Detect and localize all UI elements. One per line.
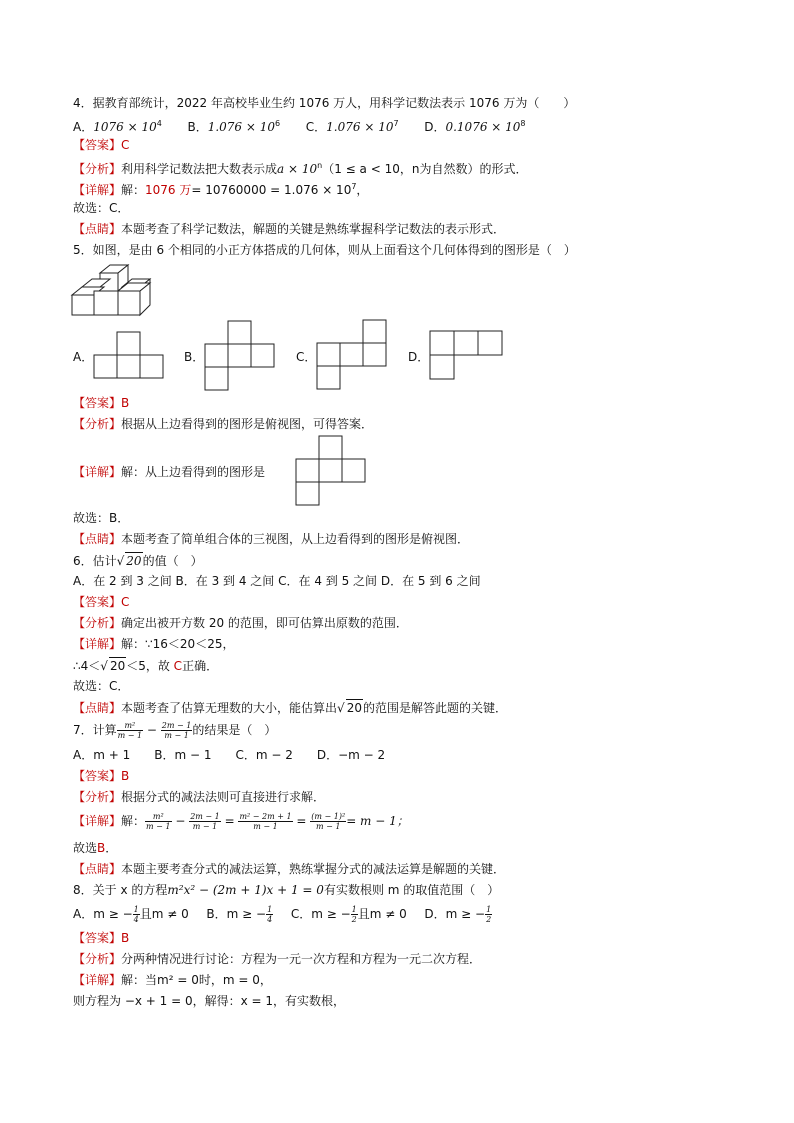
- q5-answer: 【答案】B: [73, 396, 130, 410]
- q8-detail: 【详解】解：当m² = 0时，m = 0，: [73, 973, 272, 987]
- q8-stem: 8．关于 x 的方程m²x² − (2m + 1)x + 1 = 0有实数根则 m 的取值范围（ ）: [73, 883, 500, 897]
- q4-option-d: D．$0.1076 \times 10^8$: [424, 119, 526, 134]
- q5-option-d-figure: [430, 331, 502, 379]
- q5-detail-figure: [296, 436, 366, 506]
- q5-option-c-figure: [317, 320, 387, 390]
- q4-option-b: B．$1.076 \times 10^6$: [187, 119, 281, 134]
- q6-detail-line2: ∴4＜√ 20＜5，故 C正确．: [73, 659, 219, 673]
- q5-solid-figure: [72, 263, 152, 319]
- q7-detail: 【详解】解： $\frac{\text{m²}}{m - 1}$ − $\frac{2m - 1}{m - 1}$ = $\frac{\text{m² − 2m + 1}}{m - 1}$ = $\frac{\text{(m − 1)²}}{m - 1}$ = m − 1；: [73, 812, 409, 831]
- q4-choose: 故选：C．: [73, 201, 130, 215]
- q5-option-c-label: C．: [296, 350, 317, 364]
- q8-option-c: C．m ≥ − $\frac{1}{2}$ 且m ≠ 0: [290, 905, 407, 924]
- q8-option-d: D．m ≥ − $\frac{1}{2}$: [424, 905, 492, 924]
- q5-choose: 故选：B．: [73, 511, 130, 525]
- q4-answer: 【答案】C: [73, 138, 130, 152]
- q7-choose: 故选B．: [73, 841, 118, 855]
- q6-options: A．在 2 到 3 之间 B．在 3 到 4 之间 C．在 4 到 5 之间 D．在 5 到 6 之间: [73, 574, 481, 588]
- q7-options: A．m + 1 B．m − 1 C．m − 2 D．−m − 2: [73, 748, 386, 762]
- q4-options: [73, 116, 753, 135]
- q4-stem: 4．据教育部统计，2022 年高校毕业生约 1076 万人，用科学记数法表示 1076 万为（ ）: [73, 96, 576, 110]
- q8-analysis: 【分析】分两种情况进行讨论：方程为一元一次方程和方程为一元二次方程．: [73, 952, 482, 966]
- q7-analysis: 【分析】根据分式的减法法则可直接进行求解．: [73, 790, 326, 804]
- q8-detail-line2: 则方程为 −x + 1 = 0，解得：x = 1，有实数根，: [73, 994, 346, 1008]
- q7-stem: 7．计算 $\frac{\text{m²}}{m - 1}$ − $\frac{2m - 1}{m - 1}$ 的结果是（ ）: [73, 721, 277, 740]
- q5-comment: 【点睛】本题考查了简单组合体的三视图，从上边看得到的图形是俯视图．: [73, 532, 470, 546]
- q4-option-c: C．$1.076 \times 10^7$: [305, 119, 399, 134]
- q6-detail: 【详解】解：∵16＜20＜25，: [73, 637, 235, 651]
- q7-answer: 【答案】B: [73, 769, 130, 783]
- q6-analysis: 【分析】确定出被开方数 20 的范围，即可估算出原数的范围．: [73, 616, 408, 630]
- q5-option-d-label: D．: [408, 350, 430, 364]
- q5-option-a-figure: [94, 332, 164, 379]
- q4-analysis: 【分析】利用科学记数法把大数表示成$a \times 10^n(1 \le a < 10$，n为自然数）的形式．: [73, 161, 528, 176]
- q6-comment: 【点睛】本题考查了估算无理数的大小，能估算出√ 20的范围是解答此题的关键．: [73, 701, 507, 715]
- q4-option-a: A．$1076 \times 10^4$: [73, 119, 162, 134]
- q5-analysis: 【分析】根据从上边看得到的图形是俯视图，可得答案．: [73, 417, 374, 431]
- q7-comment: 【点睛】本题主要考查分式的减法运算，熟练掌握分式的减法运算是解题的关键．: [73, 862, 506, 876]
- q8-option-b: B．m ≥ − $\frac{1}{4}$: [206, 905, 273, 924]
- q8-option-a: A．m ≥ − $\frac{1}{4}$ 且m ≠ 0: [73, 905, 189, 924]
- q8-answer: 【答案】B: [73, 931, 130, 945]
- q5-detail: 【详解】解：从上边看得到的图形是: [73, 465, 266, 479]
- q6-choose: 故选：C．: [73, 679, 130, 693]
- q5-option-a-label: A．: [73, 350, 94, 364]
- q5-option-b-label: B．: [184, 350, 205, 364]
- q8-options: [73, 903, 753, 925]
- q6-answer: 【答案】C: [73, 595, 130, 609]
- q4-comment: 【点睛】本题考查了科学记数法，解题的关键是熟练掌握科学记数法的表示形式．: [73, 222, 506, 236]
- q6-stem: 6．估计√ 20的值（ ）: [73, 554, 203, 568]
- q5-stem: 5．如图，是由 6 个相同的小正方体搭成的几何体，则从上面看这个几何体得到的图形是（ ）: [73, 243, 576, 257]
- q4-detail: 【详解】解：1076 万= $10760000 = 1.076 \times 10^7$，: [73, 182, 369, 197]
- q5-option-b-figure: [205, 321, 275, 391]
